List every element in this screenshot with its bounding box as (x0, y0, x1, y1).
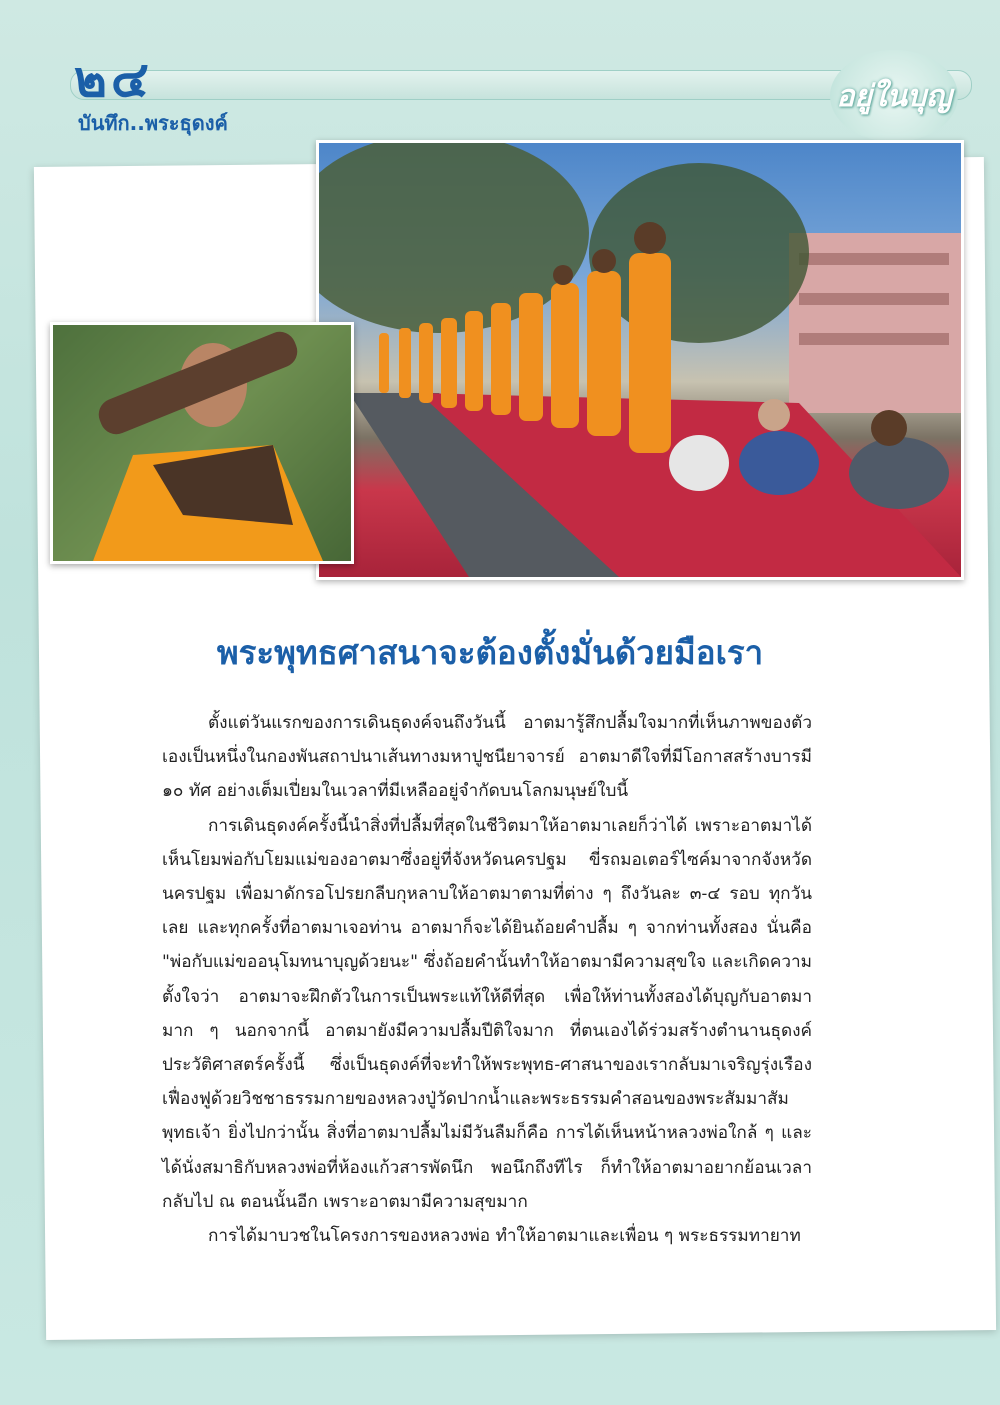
main-photo (316, 140, 964, 580)
section-label: บันทึก..พระธุดงค์ (78, 111, 228, 135)
monks-procession-illustration (319, 143, 961, 577)
magazine-logo: อยู่ในบุญ (830, 50, 958, 142)
paragraph: การได้มาบวชในโครงการของหลวงพ่อ ทำให้อาตมาและเพื่อน ๆ พระธรรมทายาท (208, 1226, 801, 1247)
article-title: พระพุทธศาสนาจะต้องตั้งมั่นด้วยมือเรา (216, 633, 764, 672)
article-body (162, 706, 812, 1253)
monk-portrait-illustration (53, 325, 351, 561)
tree-canopy (319, 143, 589, 333)
paragraph: ตั้งแต่วันแรกของการเดินธุดงค์จนถึงวันนี้ อาตมารู้สึกปลื้มใจมากที่เห็นภาพของตัวเองเป็นหนึ่งในกองพันสถาปนาเส้นทางมหาปูชนียาจารย์ อาตมาดีใจที่มีโอกาสสร้างบารมี ๑๐ ทัศ อย่างเต็มเปี่ยมในเวลาที่มีเหลืออยู่จำกัดบนโลกมนุษย์ใบนี้ (162, 713, 812, 802)
page-number: ๒๔ (74, 50, 153, 108)
inset-photo (50, 322, 354, 564)
paragraph: การเดินธุดงค์ครั้งนี้นำสิ่งที่ปลื้มที่สุดในชีวิตมาให้อาตมาเลยก็ว่าได้ เพราะอาตมาได้เห็นโยมพ่อกับโยมแม่ของอาตมาซึ่งอยู่ที่จังหวัดนครปฐม ขี่รถมอเตอร์ไซค์มาจากจังหวัดนครปฐม เพื่อมาดักรอโปรยกลีบกุหลาบให้อาตมาตามที่ต่าง ๆ ถึงวันละ ๓-๔ รอบ ทุกวันเลย และทุกครั้งที่อาตมาเจอท่าน อาตมาก็จะได้ยินถ้อยคำปลื้ม ๆ จากท่านทั้งสอง นั่นคือ "พ่อกับแม่ขออนุโมทนาบุญด้วยนะ" ซึ่งถ้อยคำนั้นทำให้อาตมามีความสุขใจ และเกิดความตั้งใจว่า อาตมาจะฝึกตัวในการเป็นพระแท้ให้ดีที่สุด เพื่อให้ท่านทั้งสองได้บุญกับอาตมามาก ๆ นอกจากนี้ อาตมายังมีความปลื้มปีติใจมาก ที่ตนเองได้ร่วมสร้างตำนานธุดงค์ประวัติศาสตร์ครั้งนี้ ซึ่งเป็นธุดงค์ที่จะทำให้พระพุทธ-ศาสนาของเรากลับมาเจริญรุ่งเรืองเฟื่องฟูด้วยวิชชาธรรมกายของหลวงปู่วัดปากน้ำและพระธรรมคำสอนของพระสัมมาสัมพุทธเจ้า ยิ่งไปกว่านั้น สิ่งที่อาตมาปลื้มไม่มีวันลืมก็คือ การได้เห็นหน้าหลวงพ่อใกล้ ๆ และได้นั่งสมาธิกับหลวงพ่อที่ห้องแก้วสารพัดนึก พอนึกถึงทีไร ก็ทำให้อาตมาอยากย้อนเวลากลับไป ณ ตอนนั้นอีก เพราะอาตมามีความสุขมาก (162, 815, 812, 1212)
